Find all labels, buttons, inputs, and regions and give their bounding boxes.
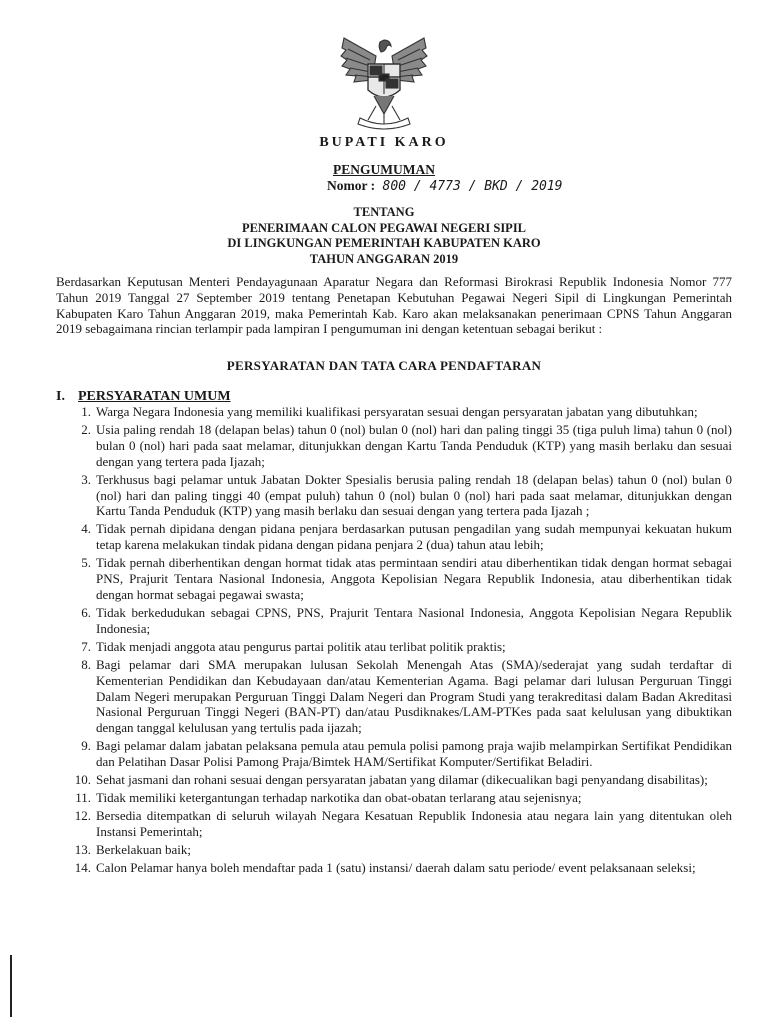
item-number: 6. — [81, 605, 91, 621]
document-number-value: 800 / 4773 / BKD / 2019 — [382, 179, 563, 194]
list-item — [66, 790, 732, 806]
list-item — [66, 842, 732, 858]
item-text: Calon Pelamar hanya boleh mendaftar pada 1 (satu) instansi/ daerah dalam satu periode/ event pelaksanaan seleksi; — [96, 860, 696, 876]
document-number — [327, 178, 563, 194]
item-number: 3. — [81, 471, 91, 487]
list-item — [66, 639, 732, 655]
item-number: 7. — [81, 638, 91, 654]
item-number: 4. — [81, 521, 91, 537]
item-text: Bagi pelamar dari SMA merupakan lulusan Sekolah Menengah Atas (SMA)/sederajat yang sudah terdaftar di Kementerian Pendidikan dan Kebudayaan dan/atau Kementerian Agama. Bagi pelamar dari lulusan Perguruan Tinggi Dalam Negeri merupakan Perguruan Tinggi Dalam Negeri dan Program Studi yang terakreditasi dalam Badan Akreditasi Nasional Perguruan Tinggi Negeri (BAN-PT) dan/atau Pusdiknakes/LAM-PTKes pada saat kelulusan yang dibuktikan dengan tanggal kelulusan yang tertulis pada ijazah; — [96, 657, 732, 736]
scan-margin-line — [10, 955, 12, 1017]
heading-line: DI LINGKUNGAN PEMERINTAH KABUPATEN KARO — [227, 236, 541, 250]
item-text: Tidak berkedudukan sebagai CPNS, PNS, Prajurit Tentara Nasional Indonesia, Anggota Kepolisian Negara Republik Indonesia; — [96, 605, 732, 636]
list-item — [66, 605, 732, 637]
list-item — [66, 472, 732, 519]
item-number: 2. — [81, 422, 91, 438]
item-text: Terkhusus bagi pelamar untuk Jabatan Dokter Spesialis berusia paling rendah 18 (delapan belas) tahun 0 (nol) bulan 0 (nol) hari dan paling tinggi 40 (empat puluh) tahun 0 (nol) bulan 0 (nol) hari pada saat melamar, ditunjukkan dengan Kartu Tanda Penduduk (KTP) yang masih berlaku dan sesuai dengan yang tertera pada Ijazah ; — [96, 471, 732, 519]
item-text: Tidak pernah diberhentikan dengan hormat tidak atas permintaan sendiri atau diberhentikan tidak dengan hormat sebagai PNS, Prajurit Tentara Nasional Indonesia, Anggota Kepolisian Negara Republik Indonesia, atau diberhentikan tidak dengan hormat sebagai pegawai swasta; — [96, 555, 732, 602]
list-item — [66, 772, 732, 788]
item-text: Sehat jasmani dan rohani sesuai dengan persyaratan jabatan yang dilamar (dikecualikan bagi penyandang disabilitas); — [96, 772, 708, 788]
list-item — [66, 657, 732, 736]
item-number: 11. — [75, 790, 91, 806]
item-number: 14. — [74, 860, 91, 876]
item-number: 13. — [74, 842, 91, 858]
item-number: 1. — [81, 404, 91, 419]
item-text: Berkelakuan baik; — [96, 842, 191, 858]
document-number-label: Nomor : — [327, 178, 376, 193]
list-item — [66, 860, 732, 876]
item-text: Tidak pernah dipidana dengan pidana penjara berdasarkan putusan pengadilan yang sudah mempunyai kekuatan hukum tetap karena melakukan tindak pidana dengan pidana penjara 2 (dua) tahun atau lebih; — [96, 521, 732, 553]
document-type: PENGUMUMAN — [333, 162, 435, 177]
item-number: 9. — [81, 738, 91, 754]
item-text: Usia paling rendah 18 (delapan belas) tahun 0 (nol) bulan 0 (nol) hari dan paling tinggi 35 (tiga puluh lima) tahun 0 (nol) bulan 0 (nol) hari pada saat melamar, ditunjukkan dengan Kartu Tanda Penduduk (KTP) yang masih berlaku dan sesuai dengan yang tertera pada Ijazah; — [96, 422, 732, 469]
item-text: Bagi pelamar dalam jabatan pelaksana pemula atau pemula polisi pamong praja wajib melampirkan Sertifikat Pendidikan dan Pelatihan Dasar Polisi Pamong Praja/Bimtek HAM/Sertifikat Komputer/Sertifikat Beladiri. — [96, 738, 732, 770]
heading-line: PENERIMAAN CALON PEGAWAI NEGERI SIPIL — [241, 220, 527, 235]
item-number: 5. — [81, 555, 91, 571]
list-item — [66, 808, 732, 840]
item-text: Tidak memiliki ketergantungan terhadap narkotika dan obat-obatan terlarang atau sejenisnya; — [96, 790, 582, 806]
garuda-emblem-icon — [338, 34, 430, 132]
requirements-list — [66, 404, 732, 878]
list-item — [66, 404, 732, 420]
heading-line: TENTANG — [353, 205, 415, 219]
section-title: PERSYARATAN DAN TATA CARA PENDAFTARAN — [226, 358, 542, 373]
item-text: Warga Negara Indonesia yang memiliki kualifikasi persyaratan sesuai dengan persyaratan jabatan yang dibutuhkan; — [96, 404, 698, 419]
section-number: I. — [56, 389, 65, 404]
item-number: 12. — [74, 808, 91, 824]
heading-line: TAHUN ANGGARAN 2019 — [309, 251, 459, 266]
item-text: Bersedia ditempatkan di seluruh wilayah Negara Kesatuan Republik Indonesia atau negara lain yang ditentukan oleh Instansi Pemerintah; — [96, 808, 732, 840]
intro-paragraph: Berdasarkan Keputusan Menteri Pendayagunaan Aparatur Negara dan Reformasi Birokrasi Republik Indonesia Nomor 777 Tahun 2019 Tanggal 27 September 2019 tentang Penetapan Kebutuhan Pegawai Negeri Sipil di Lingkungan Pemerintah Kabupaten Karo Tahun Anggaran 2019, maka Pemerintah Kab. Karo akan melaksanakan penerimaan CPNS Tahun Anggaran 2019 sebagaimana rincian terlampir pada lampiran I pengumuman ini dengan ketentuan sebagai berikut : — [56, 274, 732, 337]
section-heading — [56, 389, 231, 405]
list-item — [66, 521, 732, 553]
list-item — [66, 738, 732, 770]
office-title: BUPATI KARO — [319, 135, 449, 150]
item-number: 8. — [81, 657, 91, 673]
document-heading — [0, 205, 768, 267]
list-item — [66, 422, 732, 469]
item-number: 10. — [74, 772, 91, 788]
item-text: Tidak menjadi anggota atau pengurus partai politik atau terlibat politik praktis; — [96, 638, 506, 654]
section-label: PERSYARATAN UMUM — [78, 389, 231, 404]
list-item — [66, 555, 732, 602]
